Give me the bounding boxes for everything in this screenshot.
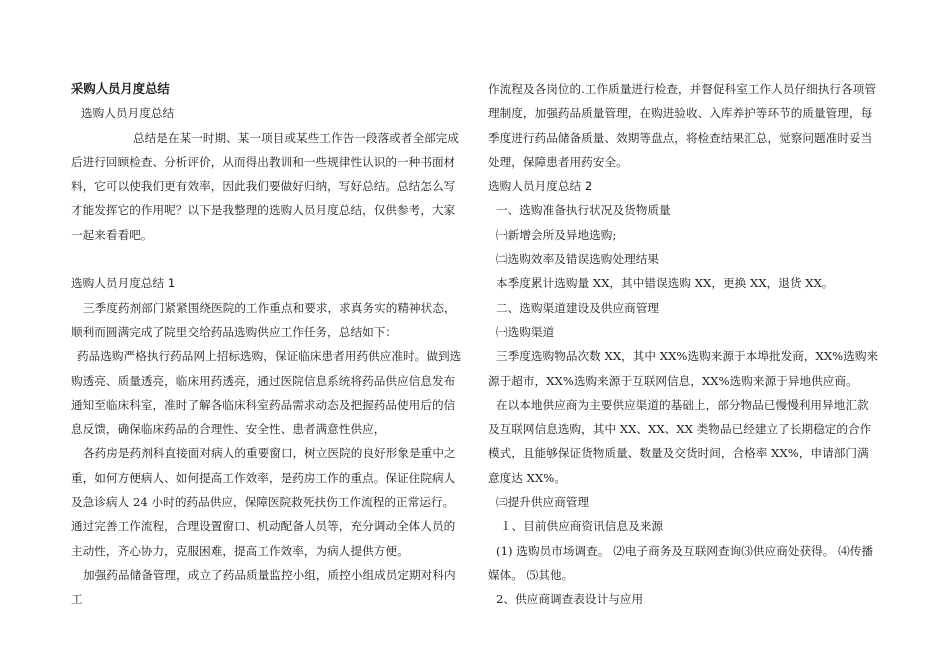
paragraph: １、目前供应商资讯信息及来源 [500, 519, 664, 534]
paragraph: 采购人员月度总结 [71, 82, 170, 96]
paragraph: 选购人员月度总结 1 [71, 276, 176, 291]
paragraph: 作流程及各岗位的.工作质量进行检查，并督促科室工作人员仔细执行各项管理制度，加强药品质量管理，在购进验收、入库养护等环节的质量管理，每季度进行药品储备质量、效期等盘点，将检查结果汇总，觉察问题准时妥当处理，保障患者用药安全。 [488, 82, 876, 169]
paragraph: 二、选购渠道建设及供应商管理 [496, 300, 660, 315]
paragraph: 一、选购准备执行状况及货物质量 [496, 203, 671, 218]
paragraph [71, 247, 464, 271]
paragraph: 选购人员月度总结 [81, 106, 175, 121]
paragraph: ㈠新增会所及异地选购; [496, 227, 617, 242]
paragraph: 本季度累计选购量 XX，其中错误选购 XX，更换 XX，退货 XX。 [496, 276, 834, 291]
paragraph: ㈡选购效率及错误选购处理结果 [496, 252, 660, 267]
right-column [488, 77, 880, 612]
paragraph: 三季度药剂部门紧紧围绕医院的工作重点和要求，求真务实的精神状态，顺利而圆满完成了院里交给药品选购供应工作任务，总结如下： [71, 300, 456, 339]
paragraph: 各药房是药剂科直接面对病人的重要窗口，树立医院的良好形象是重中之重，如何方便病人、如何提高工作效率，是药房工作的重点。保证住院病人及急诊病人 24 小时的药品供应，保障医院救死扶伤工作流程的正常运行。通过完善工作流程，合理设置窗口、机动配备人员等，充分调动全体人员的主动性，齐心协力，克服困难，提高工作效率，为病人提供方便。 [71, 446, 456, 558]
paragraph: (1) 选购员市场调查。 ⑵电子商务及互联网查询⑶供应商处获得。 ⑷传播媒体。 ⑸其他。 [488, 543, 874, 582]
paragraph: 选购人员月度总结 2 [488, 179, 593, 194]
paragraph: 三季度选购物品次数 XX，其中 XX%选购来源于本埠批发商，XX%选购来源于超市，XX%选购来源于互联网信息，XX%选购来源于异地供应商。 [488, 349, 879, 388]
paragraph: 加强药品储备管理，成立了药品质量监控小组，质控小组成员定期对科内工 [71, 567, 456, 607]
paragraph: 2、供应商调查表设计与应用 [496, 592, 644, 607]
paragraph: 总结是在某一时期、某一项目或某些工作告一段落或者全部完成后进行回顾检查、分析评价，从而得出教训和一些规律性认识的一种书面材料，它可以使我们更有效率，因此我们要做好归纳，写好总结。总结怎么写才能发挥它的作用呢？以下是我整理的选购人员月度总结，仅供参考，大家一起来看看吧。 [71, 130, 460, 242]
paragraph: ㈢提升供应商管理 [496, 495, 590, 510]
paragraph: 药品选购严格执行药品网上招标选购，保证临床患者用药供应准时。做到选购透亮、质量透亮，临床用药透亮，通过医院信息系统将药品供应信息发布通知至临床科室，准时了解各临床科室药品需求动态及把握药品使用后的信息反馈，确保临床药品的合理性、安全性、患者满意性供应， [71, 349, 462, 437]
left-column [71, 77, 464, 612]
paragraph: 在以本地供应商为主要供应渠道的基础上，部分物品已慢慢利用异地汇款及互联网信息选购，其中 XX、XX、XX 类物品已经建立了长期稳定的合作模式，且能够保证货物质量、数量及交货时间，合格率 XX%，申请部门满意度达 XX%。 [488, 397, 872, 485]
paragraph: ㈠选购渠道 [496, 324, 555, 339]
